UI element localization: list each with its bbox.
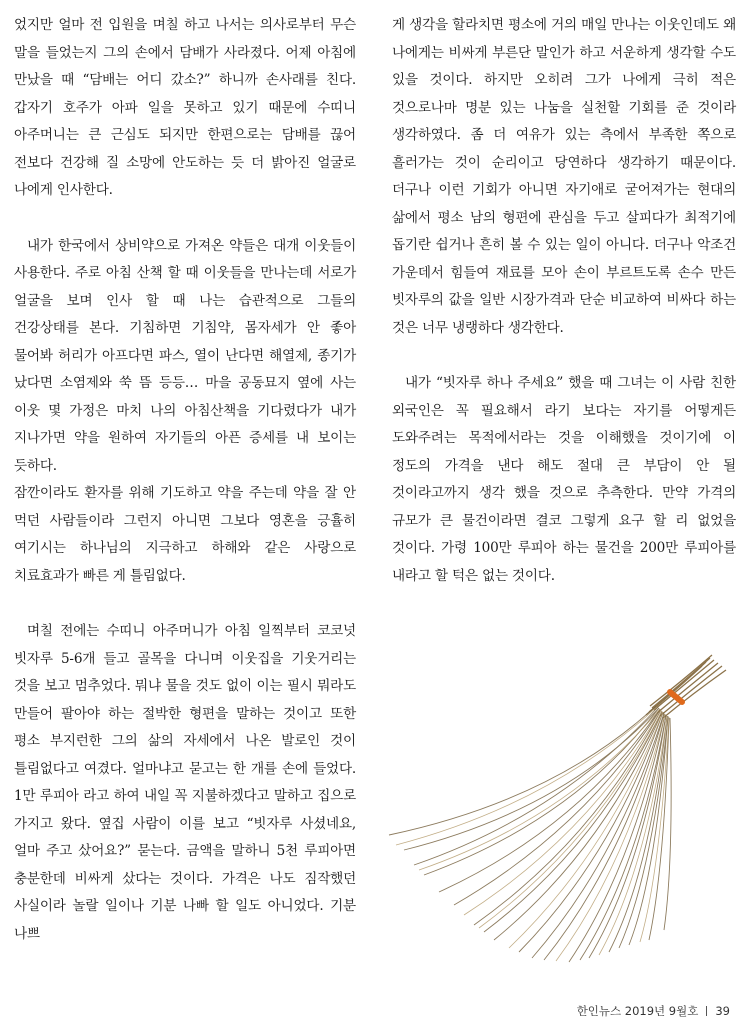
body-paragraph: 게 생각을 할라치면 평소에 거의 매일 만나는 이웃인데도 왜 나에게는 비싸게 부른단 말인가 하고 서운하게 생각할 수도 있을 것이다. 하지만 오히려 그가 나에게 극히 적은 것으로나마 명분 있는 나눔을 실천할 기회를 준 것이라 생각하였다. 좀 더 여유가 있는 측에서 부족한 쪽으로 흘러가는 것이 순리이고 당연하다 생각하기 때문이다. 더구나 이런 기회가 아니면 자기애로 굳어져가는 현대의 삶에서 평소 남의 형편에 관심을 두고 살피다가 최적기에 돕기란 쉽거나 흔히 볼 수 있는 일이 아니다. 더구나 악조건 가운데서 힘들여 재료를 모아 손이 부르트도록 손수 만든 빗자루의 값을 일반 시장가격과 단순 비교하여 비싸다 하는 것은 너무 냉랭하다 생각한다.	[392, 17, 736, 336]
page-footer	[577, 1003, 730, 1019]
broom-bristles	[389, 706, 671, 962]
body-paragraph: 잠깐이라도 환자를 위해 기도하고 약을 주는데 약을 잘 안 먹던 사람들이라 그런지 아니면 그보다 영혼을 긍휼히 여기시는 하나님의 지극하고 하해와 같은 사랑으로 치료효과가 빠른 게 틀림없다.	[14, 485, 356, 584]
body-paragraph: 며칠 전에는 수띠니 아주머니가 아침 일찍부터 코코넛 빗자루 5-6개 들고 골목을 다니며 이웃집을 기웃거리는 것을 보고 멈추었다. 뭐냐 물을 것도 없이 이는 필시 뭐라도 만들어 팔아야 하는 절박한 형편을 말하는 것이고 또한 평소 부지런한 그의 삶의 자세에서 나온 발로인 것이 틀림없다고 여겼다. 얼마냐고 묻고는 한 개를 손에 들었다. 1만 루피아 라고 하여 내일 꼭 지불하겠다고 말하고 집으로 가지고 왔다. 옆집 사람이 이를 보고 “빗자루 사셨네요, 얼마 주고 샀어요?” 묻는다. 금액을 말하니 5천 루피아면 충분한데 비싸게 샀다는 것이다. 가격은 나도 짐작했던 사실이라 놀랄 일이나 기분 나빠 할 일도 아니었다. 기분 나쁘	[14, 623, 356, 942]
right-column	[392, 12, 736, 618]
footer-divider	[706, 1006, 707, 1016]
coconut-broom-photo	[384, 640, 750, 970]
page-number: 39	[715, 1004, 730, 1018]
body-paragraph: 었지만 얼마 전 입원을 며칠 하고 나서는 의사로부터 무슨 말을 들었는지 그의 손에서 담배가 사라졌다. 어제 아침에 만났을 때 “담배는 어디 갔소?” 하니까 손사래를 친다. 갑자기 호주가 아파 일을 못하고 있기 때문에 수띠니 아주머니는 큰 근심도 되지만 한편으로는 담배를 끊어 전보다 건강해 질 소망에 안도하는 듯 더 밝아진 얼굴로 나에게 인사한다.	[14, 17, 356, 198]
left-column	[14, 12, 356, 976]
body-paragraph: 내가 한국에서 상비약으로 가져온 약들은 대개 이웃들이 사용한다. 주로 아침 산책 할 때 이웃들을 만나는데 서로가 얼굴을 보며 인사 할 때 나는 습관적으로 그들의 건강상태를 본다. 기침하면 기침약, 몸자세가 안 좋아 물어봐 허리가 아프다면 파스, 열이 난다면 해열제, 종기가 났다면 소염제와 쑥 뜸 등등… 마을 공동묘지 옆에 사는 이웃 몇 가정은 마치 나의 아침산책을 기다렸다가 내가 지나가면 약을 원하여 자기들의 아픈 증세를 내 보이는 듯하다.	[14, 237, 356, 474]
publication-label: 한인뉴스 2019년 9월호	[576, 1004, 699, 1018]
body-paragraph: 내가 “빗자루 하나 주세요” 했을 때 그녀는 이 사람 친한 외국인은 꼭 필요해서 라기 보다는 자기를 어떻게든 도와주려는 목적에서라는 것을 이해했을 것이기에 이 정도의 가격을 낸다 해도 절대 큰 부담이 안 될 것이라고까지 생각 했을 것으로 추측한다. 만약 가격의 규모가 큰 물건이라면 결코 그렇게 요구 할 리 없었을 것이다. 가령 100만 루피아 하는 물건을 200만 루피아를 내라고 할 턱은 없는 것이다.	[392, 375, 736, 584]
